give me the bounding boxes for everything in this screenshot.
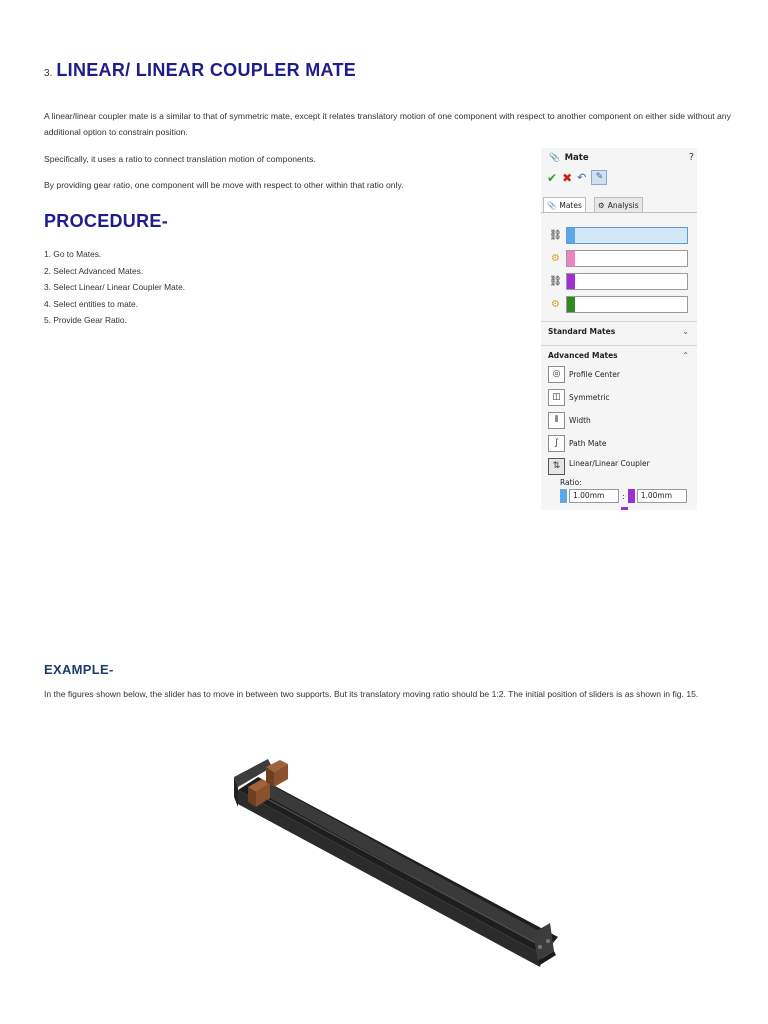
section-title: LINEAR/ LINEAR COUPLER MATE	[56, 60, 357, 80]
tab-divider	[541, 212, 697, 213]
advanced-mates-section[interactable]	[541, 345, 697, 365]
tab-analysis[interactable]	[594, 197, 643, 213]
rail-channel	[250, 780, 550, 945]
procedure-step: 1. Go to Mates.	[44, 249, 102, 259]
tab-analysis-label: Analysis	[607, 201, 639, 210]
mate-profile-center[interactable]	[548, 366, 620, 383]
bolt-hole	[546, 939, 550, 943]
ratio-input-1[interactable]: 1.00mm	[569, 489, 619, 503]
selection-box-2[interactable]	[566, 250, 688, 267]
help-icon[interactable]: ?	[688, 152, 694, 163]
mate-linear-coupler[interactable]	[548, 458, 650, 475]
advanced-mates-label: Advanced Mates	[548, 351, 618, 360]
ratio-row	[560, 489, 687, 503]
panel-actions	[547, 170, 607, 185]
path-mate-icon: ∫	[548, 435, 565, 452]
paperclip-icon: 📎	[549, 153, 560, 163]
mate-label: Linear/Linear Coupler	[569, 458, 650, 468]
tab-mates[interactable]	[543, 197, 586, 213]
paperclip-icon: 📎	[547, 201, 557, 210]
example-paragraph: In the figures shown below, the slider has to move in between two supports. But its translatory moving ratio should be 1:2. The initial position of sliders is as shown in fig. 15.	[44, 689, 699, 699]
procedure-steps	[44, 246, 185, 329]
bolt-hole	[538, 945, 542, 949]
standard-mates-section[interactable]	[541, 321, 697, 341]
component-select-icon: ⚙	[551, 253, 560, 264]
mate-panel	[541, 148, 697, 510]
linear-coupler-icon: ⇅	[548, 458, 565, 475]
procedure-step: 5. Provide Gear Ratio.	[44, 315, 127, 325]
ratio-label: Ratio:	[560, 478, 582, 487]
procedure-step: 2. Select Advanced Mates.	[44, 265, 144, 276]
mate-label: Profile Center	[569, 370, 620, 379]
panel-title: Mate	[564, 153, 589, 163]
section-number: 3.	[44, 68, 53, 79]
tab-mates-label: Mates	[559, 201, 582, 210]
selection-row[interactable]	[548, 296, 688, 313]
ratio-input-2[interactable]: 1.00mm	[637, 489, 687, 503]
selection-color	[567, 297, 575, 312]
selection-box-1[interactable]	[566, 227, 688, 244]
mate-width[interactable]	[548, 412, 591, 429]
procedure-heading: PROCEDURE-	[44, 211, 169, 231]
selection-row[interactable]	[548, 227, 688, 244]
selection-box-4[interactable]	[566, 296, 688, 313]
gear-ratio-paragraph: By providing gear ratio, one component will be move with respect to other within that ratio only.	[44, 180, 404, 190]
chevron-down-icon: ⌄	[682, 327, 689, 336]
mate-label: Path Mate	[569, 439, 607, 448]
selection-row[interactable]	[548, 273, 688, 290]
chevron-up-icon: ⌃	[682, 351, 689, 360]
mate-label: Symmetric	[569, 393, 610, 402]
mate-symmetric[interactable]	[548, 389, 610, 406]
selection-box-3[interactable]	[566, 273, 688, 290]
mate-label: Width	[569, 416, 591, 425]
panel-header	[549, 153, 589, 163]
intro-paragraph: A linear/linear coupler mate is a similar to that of symmetric mate, except it relates translatory motion of one component with respect to another component on either side without any additional option to constrain position.	[44, 111, 731, 137]
width-icon: ⫴	[548, 412, 565, 429]
undo-button[interactable]: ↶	[577, 171, 587, 184]
example-heading: EXAMPLE-	[44, 662, 114, 677]
analysis-icon: ⚙	[598, 201, 605, 210]
ratio-paragraph: Specifically, it uses a ratio to connect translation motion of components.	[44, 154, 316, 164]
edge-select-icon: ⛓	[549, 230, 562, 241]
slider-assembly-image	[228, 755, 568, 970]
selection-color	[567, 251, 575, 266]
ratio-color-2	[628, 489, 635, 503]
rail-edge	[256, 793, 543, 947]
ok-button[interactable]: ✔	[547, 170, 558, 185]
selection-row[interactable]	[548, 250, 688, 267]
procedure-step: 4. Select entities to mate.	[44, 298, 139, 309]
ratio-color-1	[560, 489, 567, 503]
component-select-icon: ⚙	[551, 299, 560, 310]
symmetric-icon: ◫	[548, 389, 565, 406]
cancel-button[interactable]: ✖	[562, 170, 573, 185]
pin-button[interactable]: ✎	[591, 170, 607, 185]
edge-select-icon: ⛓	[549, 276, 562, 287]
mate-path[interactable]	[548, 435, 606, 452]
ratio-color-edge	[621, 507, 628, 510]
rail-side	[236, 790, 543, 967]
profile-center-icon: ◎	[548, 366, 565, 383]
selection-color	[567, 274, 575, 289]
ratio-separator: :	[622, 491, 625, 501]
standard-mates-label: Standard Mates	[548, 327, 616, 336]
section-heading	[44, 60, 356, 81]
selection-color	[567, 228, 575, 243]
procedure-step: 3. Select Linear/ Linear Coupler Mate.	[44, 282, 186, 292]
